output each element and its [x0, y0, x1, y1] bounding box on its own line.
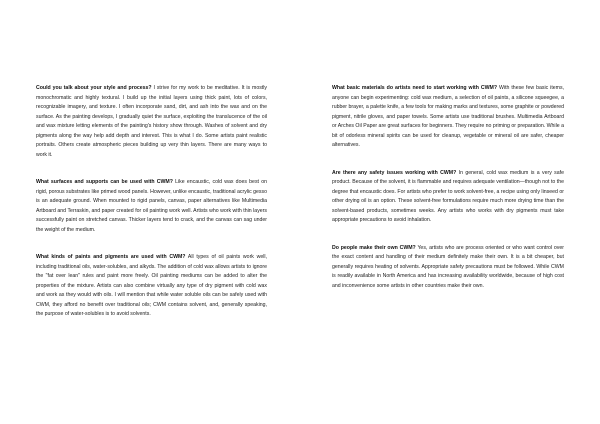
qa-paragraph [36, 253, 267, 320]
qa-paragraph [36, 84, 267, 160]
question-heading: What basic materials do artists need to start working with CWM? [332, 85, 498, 91]
left-column [36, 84, 267, 338]
question-heading: What surfaces and supports can be used with CWM? [36, 179, 173, 185]
question-heading: Do people make their own CWM? [332, 244, 416, 251]
answer-text: With these few basic items, anyone can begin experimenting: cold wax medium, a selection of oil paints, a silicone squeegee, a rubber brayer, a palette knife, a few tools for making marks and textures, some graphite or powdered pigment, nitrile gloves, and paper towels. Some artists use traditional brushes. Multimedia Artboard or Arches Oil Paper are great surfaces for beginners. They require no priming or preparation. While a bit of odorless mineral spirits can be used for cleanup, vegetable or mineral oil are safer, cheaper alternatives. [332, 85, 564, 148]
answer-text: Yes, artists who are process oriented or who want control over the exact content and handling of their medium definitely make their own. It is a bit cheaper, but generally requires heating of solvents. Appropriate safety precautions must be followed. While CWM is readily available in North America and has increasing availability worldwide, because of high cost and inconvenience some artists in other countries make their own. [332, 244, 564, 289]
question-heading: Could you talk about your style and process? [36, 85, 152, 91]
qa-paragraph [332, 169, 564, 226]
qa-paragraph [332, 244, 564, 292]
right-column [332, 84, 564, 309]
answer-text: All types of oil paints work well, including traditional oils, water-solubles, and alkyds. The addition of cold wax allows artists to ignore the "fat over lean" rules and paint more freely. Oil painting mediums can be added to alter the properties of the mixture. Artists can also combine virtually any type of dry pigment with cold wax and work as they would with oils. I will mention that while water soluble oils can be safely used with CWM, they afford no benefit over traditional oils; CWM contains solvent, and, generally speaking, the purpose of water-solubles is to avoid solvents. [36, 254, 267, 317]
answer-text: In general, cold wax medium is a very safe product. Because of the solvent, it is flammable and requires adequate ventilation—though not to the degree that encaustic does. For artists who prefer to work solvent-free, a recipe using only linseed or other drying oil is an option. These solvent-free formulations require much more drying time than the solvent-based products, sometimes weeks. Any artists who works with dry pigments must take appropriate precautions to avoid inhalation. [332, 169, 564, 223]
question-heading: Are there any safety issues working with CWM? [332, 169, 457, 176]
qa-paragraph [36, 178, 267, 235]
question-heading: What kinds of paints and pigments are used with CWM? [36, 254, 186, 260]
answer-text: Like encaustic, cold wax does best on rigid, porous substrates like primed wood panels. However, unlike encaustic, traditional acrylic gesso is an adequate ground. When mounted to rigid panels, canvas, paper alternatives like Multimedia Artboard and Terraskin, and paper created for oil painting work well. Artists who work with thin layers successfully paint on stretched canvas. Thicker layers tend to crack, and the canvas can sag under the weight of the medium. [36, 179, 267, 233]
qa-paragraph [332, 84, 564, 151]
answer-text: I strive for my work to be meditative. It is mostly monochromatic and highly textural. I build up the initial layers using thick paint, lots of colors, recognizable imagery, and texture. I often incorporate sand, dirt, and ash into the wax and on the surface. As the painting develops, I gradually quiet the surface, exploiting the translucence of the oil and wax mixture letting elements of the painting's history show through. Washes of solvent and dry pigments along the way help add depth and interest. This is what I do. Some artists paint realistic portraits. Others create atmospheric pieces building up very thin layers. There are many ways to work it. [36, 85, 267, 158]
